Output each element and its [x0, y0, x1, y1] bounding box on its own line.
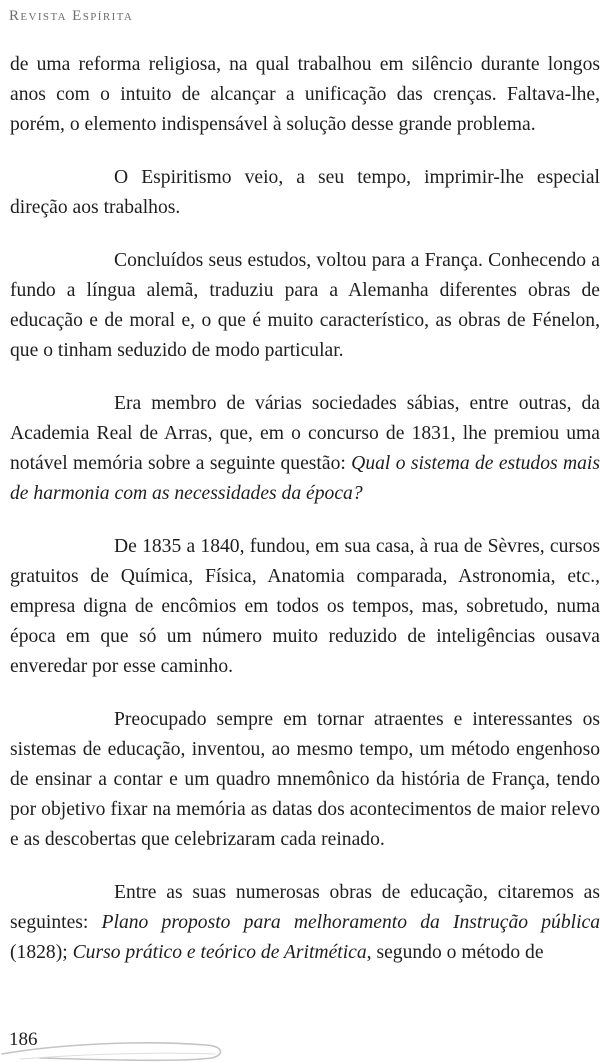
paragraph-5 — [10, 532, 600, 682]
paragraph-2 — [10, 163, 600, 223]
paragraph-7-text-c: , segundo o método de — [366, 942, 544, 963]
paragraph-1 — [10, 50, 600, 140]
paragraph-2-text: O Espiritismo veio, a seu tempo, imprimir-lhe especial direção aos trabalhos. — [10, 167, 600, 218]
paragraph-4-text: Era membro de várias sociedades sábias, entre outras, da Academia Real de Arras, que, em o concurso de 1831, lhe premiou uma notável memória sobre a seguinte questão: — [10, 393, 600, 474]
paragraph-4-italic-question: Qual o sistema de estudos mais de harmonia com as necessidades da época? — [10, 453, 600, 504]
paragraph-3 — [10, 246, 600, 366]
paragraph-3-text: Concluídos seus estudos, voltou para a França. Conhecendo a fundo a língua alemã, traduziu para a Alemanha diferentes obras de educação e de moral e, o que é muito característico, as obras de Fénelon, que o tinham seduzido de modo particular. — [10, 250, 600, 361]
paragraph-5-text: De 1835 a 1840, fundou, em sua casa, à rua de Sèvres, cursos gratuitos de Química, Física, Anatomia comparada, Astronomia, etc., empresa digna de encômios em todos os tempos, mas, sobretudo, numa época em que só um número muito reduzido de inteligências ousava enveredar por esse caminho. — [10, 536, 600, 677]
body-text — [10, 50, 600, 968]
page-number: 186 — [9, 1029, 38, 1050]
paragraph-6 — [10, 705, 600, 855]
paragraph-1-text: de uma reforma religiosa, na qual trabalhou em silêncio durante longos anos com o intuito de alcançar a unificação das crenças. Faltava-lhe, porém, o elemento indispensável à solução desse grande problema. — [10, 54, 600, 135]
paragraph-7 — [10, 878, 600, 968]
paragraph-6-text: Preocupado sempre em tornar atraentes e interessantes os sistemas de educação, inventou, ao mesmo tempo, um método engenhoso de ensinar a contar e um quadro mnemônico da história de França, tendo por objetivo fixar na memória as datas dos acontecimentos de maior relevo e as descobertas que celebrizaram cada reinado. — [10, 709, 600, 850]
paragraph-7-italic-title-1: Plano proposto para melhoramento da Instrução pública — [101, 912, 600, 933]
paragraph-4 — [10, 389, 600, 509]
paragraph-7-text-a: Entre as suas numerosas obras de educação, citaremos as seguintes: — [10, 882, 600, 933]
running-header: Revista Espírita — [9, 8, 134, 24]
paragraph-7-text-b: (1828); — [10, 942, 73, 963]
paragraph-7-italic-title-2: Curso prático e teórico de Aritmética — [72, 942, 367, 963]
